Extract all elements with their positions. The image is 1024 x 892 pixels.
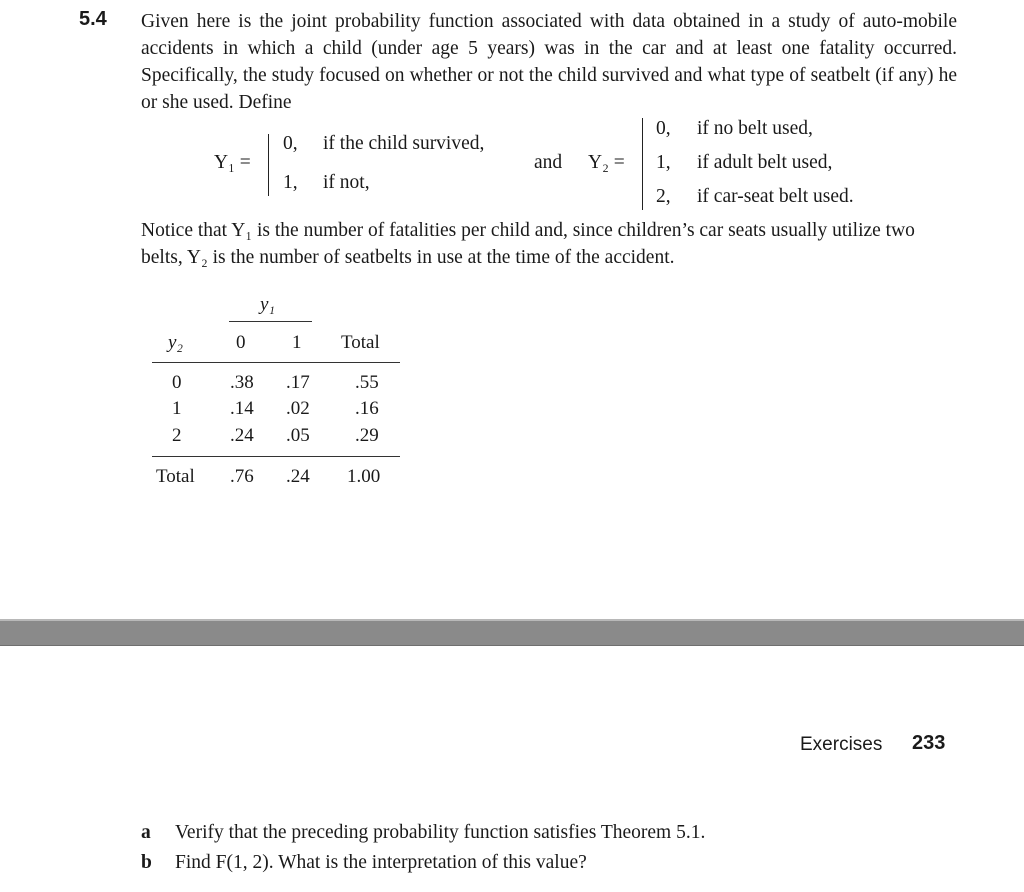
- problem-intro: Given here is the joint probability function associated with data obtained in a study of auto-mobile accidents in which a child (under age 5 years) was in the car and at least one fatality occurred. Specifically, the study focused on whether or not the child survived and what type of seatbelt (if any) he or she used. Define: [141, 11, 957, 113]
- table-cell: .38: [230, 372, 254, 393]
- running-head: Exercises: [800, 734, 883, 755]
- table-total-cell: .24: [286, 466, 310, 487]
- table-total-cell: .76: [230, 466, 254, 487]
- page-break-bar: [0, 621, 1024, 646]
- table-row-label: 1: [172, 398, 182, 419]
- table-cell: .16: [355, 398, 379, 419]
- table-total-label: Total: [156, 466, 195, 487]
- y2-case-0-value: 0,: [656, 118, 671, 139]
- problem-number: 5.4: [79, 8, 107, 30]
- page-number: 233: [912, 732, 946, 754]
- y2-case-2-condition: if car-seat belt used.: [697, 186, 854, 207]
- y1-case-0-value: 0,: [283, 133, 298, 154]
- y1-case-1-condition: if not,: [323, 172, 370, 193]
- part-b-text: Find F(1, 2). What is the interpretation of this value?: [175, 852, 587, 873]
- y2-definition-lhs: Y₂ =: [588, 152, 625, 173]
- table-total-cell: 1.00: [347, 466, 381, 487]
- table-row-label: 2: [172, 425, 182, 446]
- notice-paragraph: Notice that Y₁ is the number of fatalities per child and, since children’s car seats usually utilize two belts, Y₂ is the number of seatbelts in use at the time of the accident.: [141, 220, 915, 268]
- y1-case-1-value: 1,: [283, 172, 298, 193]
- table-cell: .24: [230, 425, 254, 446]
- table-cell: .02: [286, 398, 310, 419]
- table-column-variable-rule: [229, 321, 312, 322]
- y1-definition-lhs: Y₁ =: [214, 152, 251, 173]
- part-b-label: b: [141, 852, 152, 873]
- table-cell: .55: [355, 372, 379, 393]
- part-a-text: Verify that the preceding probability function satisfies Theorem 5.1.: [175, 822, 706, 843]
- y1-case-0-condition: if the child survived,: [323, 133, 485, 154]
- table-total-rule: [152, 456, 400, 457]
- y1-brace: [268, 134, 269, 196]
- table-row-label: 0: [172, 372, 182, 393]
- y2-case-2-value: 2,: [656, 186, 671, 207]
- y2-case-1-value: 1,: [656, 152, 671, 173]
- table-column-header: Total: [341, 332, 380, 353]
- table-cell: .29: [355, 425, 379, 446]
- table-header-rule: [152, 362, 400, 363]
- table-cell: .17: [286, 372, 310, 393]
- y2-case-0-condition: if no belt used,: [697, 118, 813, 139]
- y2-brace: [642, 118, 643, 210]
- part-a: [141, 822, 705, 844]
- part-a-label: a: [141, 822, 151, 843]
- table-cell: .05: [286, 425, 310, 446]
- table-column-header: 1: [292, 332, 302, 353]
- table-column-header: 0: [236, 332, 246, 353]
- table-row-variable: y₂: [168, 332, 184, 353]
- and-word: and: [534, 152, 563, 173]
- y2-case-1-condition: if adult belt used,: [697, 152, 833, 173]
- part-b: [141, 852, 587, 874]
- table-column-variable: y₁: [260, 294, 276, 315]
- table-cell: .14: [230, 398, 254, 419]
